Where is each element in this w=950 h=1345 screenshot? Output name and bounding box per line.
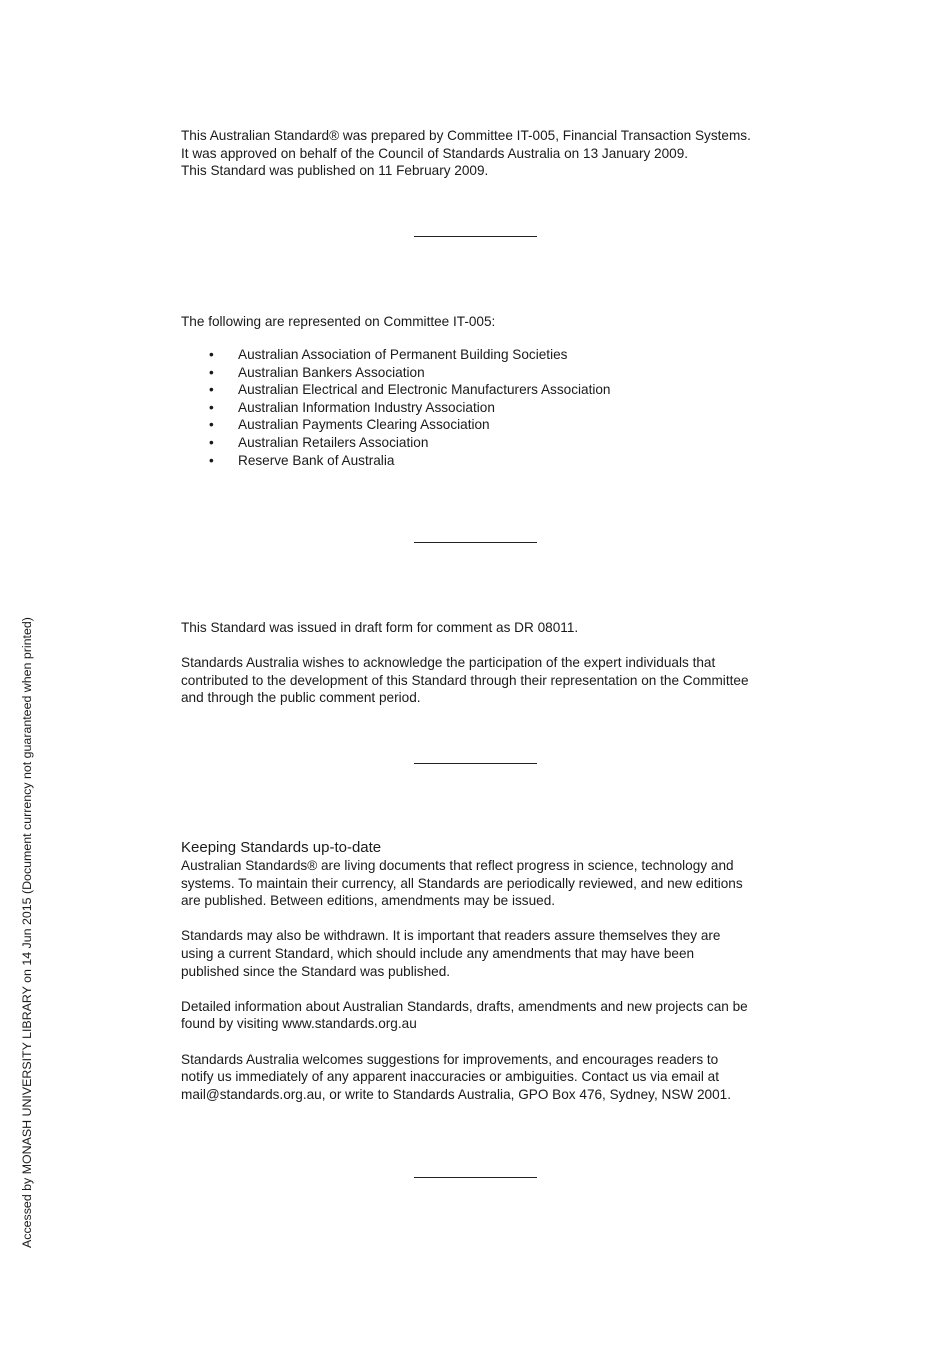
- committee-intro-block: [181, 313, 781, 331]
- committee-member: Reserve Bank of Australia: [238, 452, 395, 468]
- section-divider-2: [414, 542, 537, 543]
- committee-member: Australian Information Industry Association: [238, 399, 495, 415]
- committee-member: Australian Retailers Association: [238, 434, 429, 450]
- section-divider-1: [414, 236, 537, 237]
- committee-member: Australian Bankers Association: [238, 364, 425, 380]
- approval-line-approved: It was approved on behalf of the Council of Standards Australia on 13 January 2009.: [181, 145, 689, 161]
- access-watermark-note: Accessed by MONASH UNIVERSITY LIBRARY on 14 Jun 2015 (Document currency not guaranteed when printed): [20, 617, 34, 1248]
- bullet-icon: •: [209, 399, 214, 415]
- withdrawn-paragraph: Standards may also be withdrawn. It is important that readers assure themselves they are using a current Standard, which should include any amendments that may have been published since the Standard was published.: [181, 928, 721, 979]
- acknowledgement-paragraph: Standards Australia wishes to acknowledge the participation of the expert individuals that contributed to the development of this Standard through their representation on the Committee and through the public comment period.: [181, 655, 749, 706]
- committee-member-list: [181, 346, 781, 469]
- section-heading: Keeping Standards up-to-date: [181, 839, 382, 856]
- bullet-icon: •: [209, 382, 214, 398]
- committee-intro: The following are represented on Committee IT-005:: [181, 314, 496, 329]
- draft-block: [181, 619, 781, 707]
- approval-line-prepared: This Australian Standard® was prepared by Committee IT-005, Financial Transaction Systems.: [181, 128, 751, 143]
- bullet-icon: •: [209, 452, 214, 468]
- detailed-info-paragraph: Detailed information about Australian Standards, drafts, amendments and new projects can be found by visiting www.standards.org.au: [181, 998, 748, 1032]
- contact-paragraph: Standards Australia welcomes suggestions for improvements, and encourages readers to notify us immediately of any apparent inaccuracies or ambiguities. Contact us via email at mail@standards.org.au, or write to Standards Australia, GPO Box 476, Sydney, NSW 2001.: [181, 1051, 732, 1102]
- living-documents-paragraph: Australian Standards® are living documents that reflect progress in science, technology and systems. To maintain their currency, all Standards are periodically reviewed, and new editions are published. Between editions, amendments may be issued.: [181, 858, 743, 909]
- list-item: [181, 416, 781, 434]
- approval-block: [181, 127, 781, 180]
- list-item: [181, 399, 781, 417]
- committee-member: Australian Association of Permanent Building Societies: [238, 347, 568, 362]
- draft-note: This Standard was issued in draft form for comment as DR 08011.: [181, 620, 579, 635]
- bullet-icon: •: [209, 434, 214, 450]
- list-item: [181, 381, 781, 399]
- committee-member: Australian Payments Clearing Association: [238, 417, 490, 433]
- list-item: [181, 434, 781, 452]
- list-item: [181, 452, 781, 470]
- section-divider-3: [414, 763, 537, 764]
- section-divider-4: [414, 1177, 537, 1178]
- bullet-icon: •: [209, 347, 214, 362]
- bullet-icon: •: [209, 417, 214, 433]
- keeping-standards-block: [181, 839, 781, 1103]
- list-item: [181, 346, 781, 364]
- committee-member: Australian Electrical and Electronic Manufacturers Association: [238, 382, 611, 398]
- bullet-icon: •: [209, 364, 214, 380]
- approval-line-published: This Standard was published on 11 February 2009.: [181, 163, 489, 179]
- list-item: [181, 364, 781, 382]
